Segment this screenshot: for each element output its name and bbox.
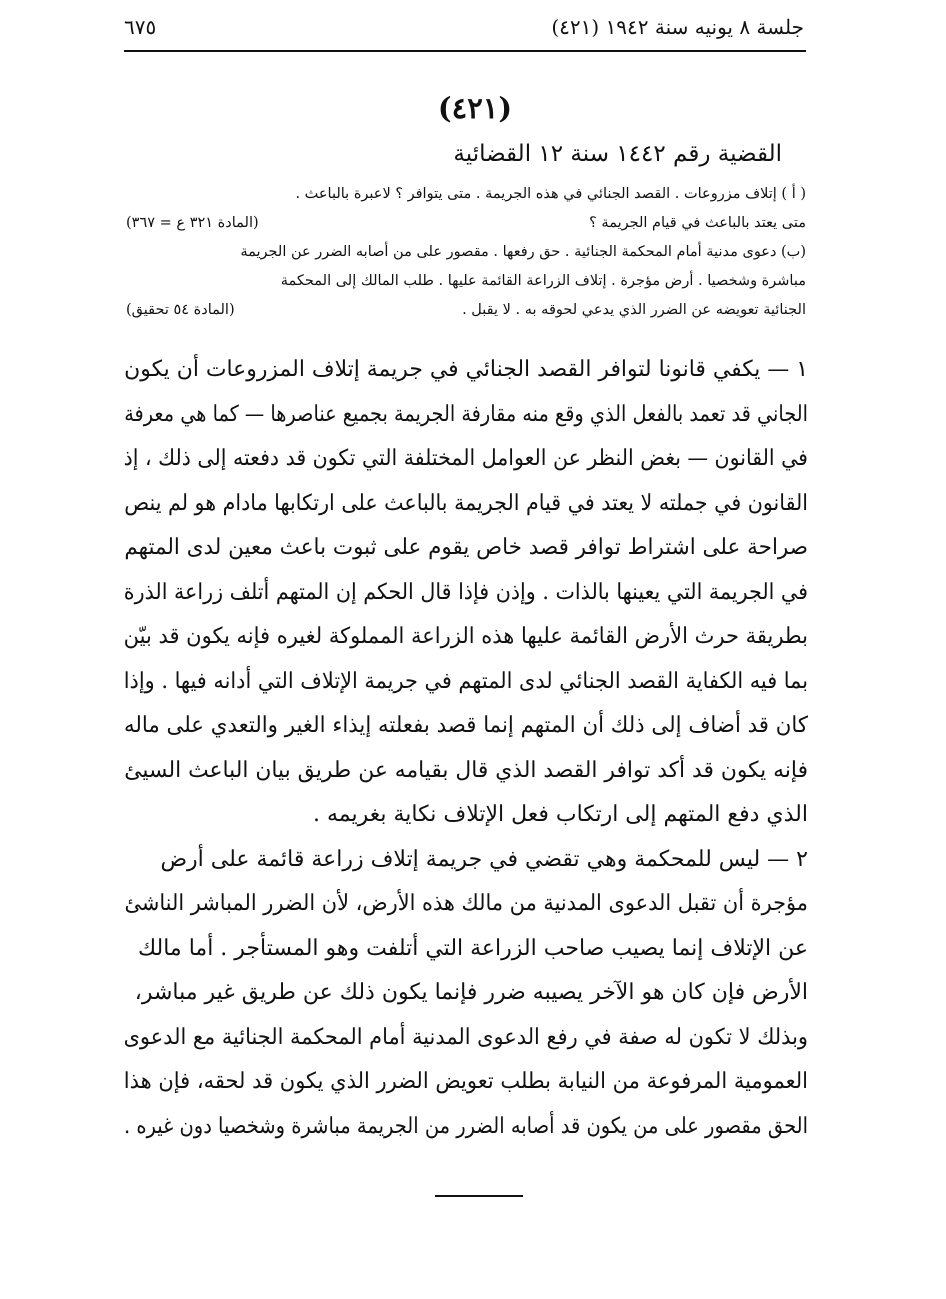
summary-line bbox=[126, 267, 806, 296]
summary-text: (ب) دعوى مدنية أمام المحكمة الجنائية . حق رفعها . مقصور على من أصابه الضرر عن الجريمة bbox=[240, 244, 806, 260]
summary-text: مباشرة وشخصيا . أرض مؤجرة . إتلاف الزراعة القائمة عليها . طلب المالك إلى المحكمة bbox=[280, 273, 806, 289]
case-summary bbox=[126, 180, 806, 325]
paragraph-1-line: ١ — يكفي قانونا لتوافر القصد الجنائي في جريمة إتلاف المزروعات أن يكون bbox=[124, 357, 808, 382]
summary-line bbox=[126, 209, 806, 238]
paragraph-2-line: الحق مقصور على من يكون قد أصابه الضرر من الجريمة مباشرة وشخصيا دون غيره . bbox=[123, 1113, 809, 1139]
paragraph-2-line: وبذلك لا تكون له صفة في رفع الدعوى المدنية أمام المحكمة الجنائية مع الدعوى bbox=[123, 1024, 808, 1050]
paragraph-2-line: مؤجرة أن تقبل الدعوى المدنية من مالك هذه الأرض، لأن الضرر المباشر الناشئ bbox=[124, 891, 808, 916]
paragraph-1-line: بطريقة حرث الأرض القائمة عليها هذه الزراعة المملوكة لغيره فإنه يكون قد بيّن bbox=[123, 624, 809, 649]
judgment-text bbox=[124, 348, 808, 1149]
paragraph-1-line: الذي دفع المتهم إلى ارتكاب فعل الإتلاف نكاية بغريمه . bbox=[313, 802, 808, 827]
paragraph-2-line: عن الإتلاف إنما يصيب صاحب الزراعة التي أتلفت وهو المستأجر . أما مالك bbox=[137, 935, 808, 961]
paragraph-2-line: الأرض فإن كان هو الآخر يصيبه ضرر فإنما يكون ذلك عن طريق غير مباشر، bbox=[134, 980, 808, 1005]
summary-text: ( أ ) إتلاف مزروعات . القصد الجنائي في هذه الجريمة . متى يتوافر ؟ لاعبرة بالباعث . bbox=[295, 186, 806, 202]
paragraph-1-line: الجاني قد تعمد بالفعل الذي وقع منه مقارفة الجريمة بجميع عناصرها — كما هي معرفة bbox=[124, 401, 809, 427]
summary-line bbox=[126, 238, 806, 267]
running-header bbox=[124, 12, 804, 46]
footer-rule bbox=[435, 1195, 523, 1197]
paragraph-1-line: فإنه يكون قد أكد توافر القصد الذي قال بقيامه عن طريق بيان الباعث السيئ bbox=[124, 757, 809, 783]
paragraph-2-line: العمومية المرفوعة من النيابة بطلب تعويض الضرر الذي يكون قد لحقه، فإن هذا bbox=[123, 1069, 808, 1094]
paragraph-1-line: بما فيه الكفاية القصد الجنائي لدى المتهم في جريمة الإتلاف التي أدانه فيها . وإذا bbox=[123, 668, 808, 694]
paragraph-1-line: في الجريمة التي يعينها بالذات . وإذن فإذا قال الحكم إن المتهم أتلف زراعة الذرة bbox=[123, 579, 809, 605]
paragraph-1-line: في القانون — بغض النظر عن العوامل المختلفة التي تكون قد دفعته إلى ذلك ، إذ bbox=[123, 446, 808, 471]
summary-line bbox=[126, 296, 806, 325]
paragraph-1-line: كان قد أضاف إلى ذلك أن المتهم إنما قصد بفعلته إيذاء الغير والتعدي على ماله bbox=[123, 713, 808, 738]
summary-reference: (المادة ٥٤ تحقيق) bbox=[126, 302, 235, 318]
header-title: جلسة ٨ يونيه سنة ١٩٤٢ (٤٢١) bbox=[551, 15, 804, 39]
paragraph-2-line: ٢ — ليس للمحكمة وهي تقضي في جريمة إتلاف زراعة قائمة على أرض bbox=[160, 846, 808, 872]
summary-reference: (المادة ٣٢١ ع = ٣٦٧) bbox=[126, 215, 259, 231]
summary-text: متى يعتد بالباعث في قيام الجريمة ؟ bbox=[589, 215, 806, 231]
case-title: القضية رقم ١٤٤٢ سنة ١٢ القضائية bbox=[453, 141, 782, 167]
summary-line bbox=[126, 180, 806, 209]
summary-text: الجنائية تعويضه عن الضرر الذي يدعي لحوقه به . لا يقبل . bbox=[462, 302, 806, 318]
case-number: (٤٢١) bbox=[437, 91, 513, 125]
page-number: ٦٧٥ bbox=[124, 15, 157, 39]
paragraph-1-line: القانون في جملته لا يعتد في قيام الجريمة بالباعث على ارتكابها مادام هو لم ينص bbox=[124, 490, 808, 516]
paragraph-1-line: صراحة على اشتراط توافر قصد خاص يقوم على ثبوت باعث معين لدى المتهم bbox=[124, 535, 809, 560]
header-rule bbox=[124, 50, 806, 52]
